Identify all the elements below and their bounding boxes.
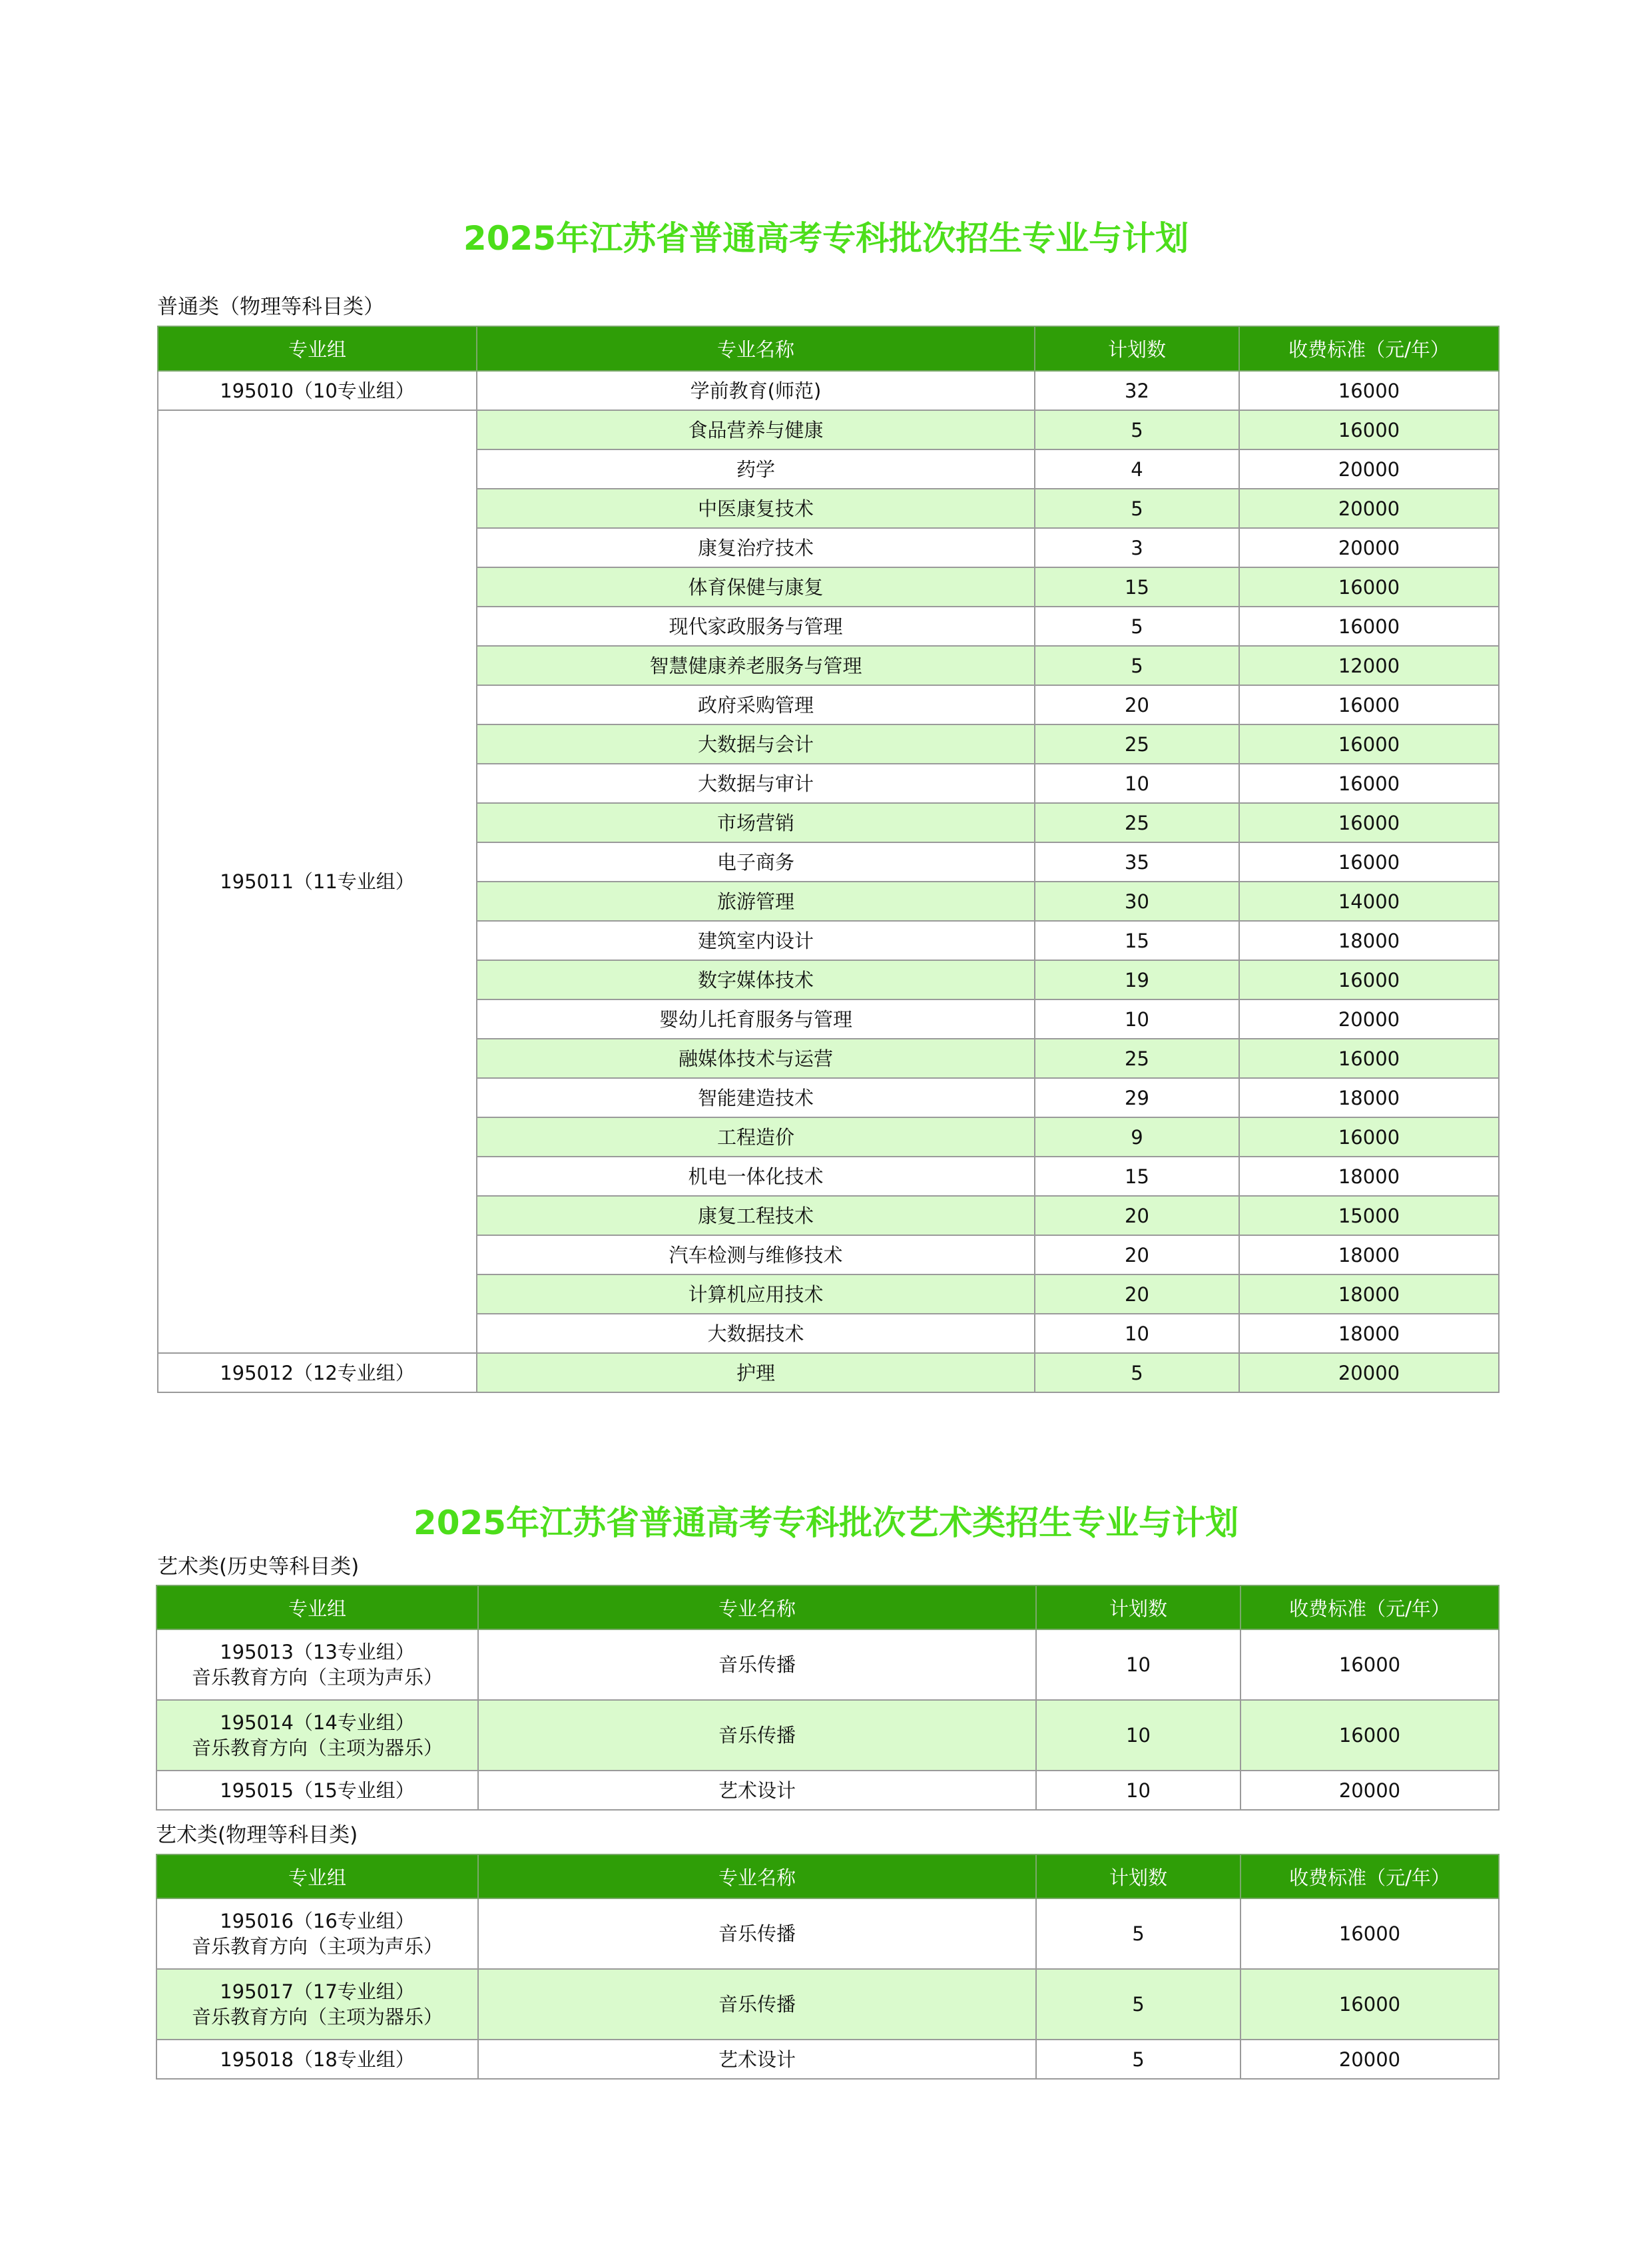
fee-cell: 16000 (1239, 1117, 1499, 1157)
major-cell: 大数据与审计 (477, 764, 1035, 803)
major-cell: 融媒体技术与运营 (477, 1039, 1035, 1078)
fee-cell: 16000 (1239, 842, 1499, 882)
enrollment-table-general (157, 326, 1500, 1393)
enrollment-table-art-physics (156, 1854, 1500, 2080)
major-cell: 护理 (477, 1353, 1035, 1392)
table-header-row (156, 1854, 1499, 1898)
plan-cell: 4 (1035, 449, 1239, 489)
major-cell: 大数据技术 (477, 1314, 1035, 1353)
table-row (158, 1353, 1499, 1392)
plan-cell: 5 (1036, 2040, 1240, 2079)
group-direction: 音乐教育方向（主项为声乐） (191, 1666, 443, 1689)
table-header-row (156, 1585, 1499, 1629)
plan-cell: 15 (1035, 1157, 1239, 1196)
group-code: 195017（17专业组） (220, 1980, 415, 2003)
header-group: 专业组 (156, 1854, 478, 1898)
plan-cell: 20 (1035, 1235, 1239, 1274)
major-cell: 音乐传播 (478, 1898, 1036, 1969)
group-code: 195013（13专业组） (220, 1641, 415, 1663)
fee-cell: 16000 (1240, 1629, 1499, 1700)
fee-cell: 16000 (1239, 685, 1499, 724)
plan-cell: 20 (1035, 685, 1239, 724)
header-group: 专业组 (158, 326, 477, 371)
group-cell (156, 2040, 478, 2079)
fee-cell: 18000 (1239, 1078, 1499, 1117)
fee-cell: 16000 (1239, 567, 1499, 607)
plan-cell: 19 (1035, 960, 1239, 999)
fee-cell: 20000 (1239, 489, 1499, 528)
plan-cell: 5 (1036, 1969, 1240, 2040)
major-cell: 婴幼儿托育服务与管理 (477, 999, 1035, 1039)
group-direction: 音乐教育方向（主项为器乐） (191, 2006, 443, 2028)
fee-cell: 16000 (1239, 607, 1499, 646)
header-fee: 收费标准（元/年） (1239, 326, 1499, 371)
plan-cell: 25 (1035, 724, 1239, 764)
fee-cell: 16000 (1239, 724, 1499, 764)
fee-cell: 18000 (1239, 921, 1499, 960)
plan-cell: 5 (1035, 410, 1239, 449)
major-cell: 建筑室内设计 (477, 921, 1035, 960)
fee-cell: 16000 (1239, 1039, 1499, 1078)
fee-cell: 15000 (1239, 1196, 1499, 1235)
major-cell: 音乐传播 (478, 1700, 1036, 1771)
fee-cell: 20000 (1239, 528, 1499, 567)
plan-cell: 15 (1035, 567, 1239, 607)
fee-cell: 20000 (1239, 1353, 1499, 1392)
plan-cell: 5 (1035, 1353, 1239, 1392)
table-header-row (158, 326, 1499, 371)
group-cell (156, 1969, 478, 2040)
group-cell (156, 1629, 478, 1700)
fee-cell: 16000 (1240, 1969, 1499, 2040)
plan-cell: 10 (1036, 1771, 1240, 1810)
plan-cell: 5 (1035, 646, 1239, 685)
plan-cell: 10 (1035, 764, 1239, 803)
major-cell: 市场营销 (477, 803, 1035, 842)
major-cell: 政府采购管理 (477, 685, 1035, 724)
group-cell: 195010（10专业组） (158, 371, 477, 410)
fee-cell: 20000 (1240, 1771, 1499, 1810)
table-row (158, 410, 1499, 449)
category-label-art-physics: 艺术类(物理等科目类) (156, 1823, 358, 1847)
plan-cell: 20 (1035, 1196, 1239, 1235)
major-cell: 大数据与会计 (477, 724, 1035, 764)
table-row (156, 1771, 1499, 1810)
plan-cell: 5 (1035, 607, 1239, 646)
group-cell (156, 1771, 478, 1810)
plan-cell: 25 (1035, 1039, 1239, 1078)
major-cell: 数字媒体技术 (477, 960, 1035, 999)
major-cell: 现代家政服务与管理 (477, 607, 1035, 646)
group-direction: 音乐教育方向（主项为器乐） (191, 1737, 443, 1759)
group-cell (156, 1898, 478, 1969)
plan-cell: 29 (1035, 1078, 1239, 1117)
major-cell: 音乐传播 (478, 1969, 1036, 2040)
fee-cell: 18000 (1239, 1314, 1499, 1353)
fee-cell: 16000 (1239, 371, 1499, 410)
plan-cell: 35 (1035, 842, 1239, 882)
major-cell: 食品营养与健康 (477, 410, 1035, 449)
plan-cell: 5 (1035, 489, 1239, 528)
group-code: 195014（14专业组） (220, 1711, 415, 1734)
major-cell: 康复治疗技术 (477, 528, 1035, 567)
fee-cell: 12000 (1239, 646, 1499, 685)
group-code: 195016（16专业组） (220, 1910, 415, 1932)
plan-cell: 5 (1036, 1898, 1240, 1969)
fee-cell: 16000 (1240, 1898, 1499, 1969)
plan-cell: 32 (1035, 371, 1239, 410)
plan-cell: 30 (1035, 882, 1239, 921)
fee-cell: 18000 (1239, 1274, 1499, 1314)
header-plan: 计划数 (1036, 1585, 1240, 1629)
major-cell: 体育保健与康复 (477, 567, 1035, 607)
fee-cell: 16000 (1239, 764, 1499, 803)
fee-cell: 20000 (1239, 449, 1499, 489)
major-cell: 艺术设计 (478, 1771, 1036, 1810)
group-cell: 195012（12专业组） (158, 1353, 477, 1392)
plan-cell: 20 (1035, 1274, 1239, 1314)
major-cell: 智慧健康养老服务与管理 (477, 646, 1035, 685)
group-direction: 音乐教育方向（主项为声乐） (191, 1935, 443, 1958)
header-major: 专业名称 (478, 1585, 1036, 1629)
major-cell: 音乐传播 (478, 1629, 1036, 1700)
header-major: 专业名称 (477, 326, 1035, 371)
category-label-art-history: 艺术类(历史等科目类) (157, 1555, 360, 1579)
fee-cell: 20000 (1239, 999, 1499, 1039)
fee-cell: 14000 (1239, 882, 1499, 921)
major-cell: 电子商务 (477, 842, 1035, 882)
major-cell: 工程造价 (477, 1117, 1035, 1157)
plan-cell: 9 (1035, 1117, 1239, 1157)
fee-cell: 16000 (1239, 960, 1499, 999)
header-fee: 收费标准（元/年） (1240, 1854, 1499, 1898)
plan-cell: 25 (1035, 803, 1239, 842)
fee-cell: 16000 (1239, 803, 1499, 842)
fee-cell: 16000 (1240, 1700, 1499, 1771)
table-row (156, 1898, 1499, 1969)
group-code: 195015（15专业组） (220, 1779, 415, 1802)
plan-cell: 10 (1035, 999, 1239, 1039)
group-cell: 195011（11专业组） (158, 410, 477, 1353)
plan-cell: 10 (1035, 1314, 1239, 1353)
plan-cell: 15 (1035, 921, 1239, 960)
header-plan: 计划数 (1036, 1854, 1240, 1898)
major-cell: 机电一体化技术 (477, 1157, 1035, 1196)
category-label-general-physics: 普通类（物理等科目类） (157, 295, 384, 319)
plan-cell: 10 (1036, 1629, 1240, 1700)
fee-cell: 18000 (1239, 1235, 1499, 1274)
major-cell: 药学 (477, 449, 1035, 489)
major-cell: 智能建造技术 (477, 1078, 1035, 1117)
table-row (156, 1700, 1499, 1771)
header-fee: 收费标准（元/年） (1240, 1585, 1499, 1629)
plan-cell: 10 (1036, 1700, 1240, 1771)
group-cell (156, 1700, 478, 1771)
major-cell: 学前教育(师范) (477, 371, 1035, 410)
major-cell: 旅游管理 (477, 882, 1035, 921)
fee-cell: 16000 (1239, 410, 1499, 449)
table-row (156, 1629, 1499, 1700)
enrollment-table-art-history (156, 1585, 1500, 1811)
table-row (156, 2040, 1499, 2079)
page-title: 2025年江苏省普通高考专科批次招生专业与计划 (463, 219, 1189, 258)
group-code: 195018（18专业组） (220, 2048, 415, 2071)
table-row (156, 1969, 1499, 2040)
fee-cell: 18000 (1239, 1157, 1499, 1196)
plan-cell: 3 (1035, 528, 1239, 567)
major-cell: 中医康复技术 (477, 489, 1035, 528)
header-group: 专业组 (156, 1585, 478, 1629)
major-cell: 计算机应用技术 (477, 1274, 1035, 1314)
section-title-art: 2025年江苏省普通高考专科批次艺术类招生专业与计划 (413, 1504, 1239, 1542)
header-major: 专业名称 (478, 1854, 1036, 1898)
major-cell: 汽车检测与维修技术 (477, 1235, 1035, 1274)
table-row (158, 371, 1499, 410)
header-plan: 计划数 (1035, 326, 1239, 371)
major-cell: 艺术设计 (478, 2040, 1036, 2079)
fee-cell: 20000 (1240, 2040, 1499, 2079)
major-cell: 康复工程技术 (477, 1196, 1035, 1235)
